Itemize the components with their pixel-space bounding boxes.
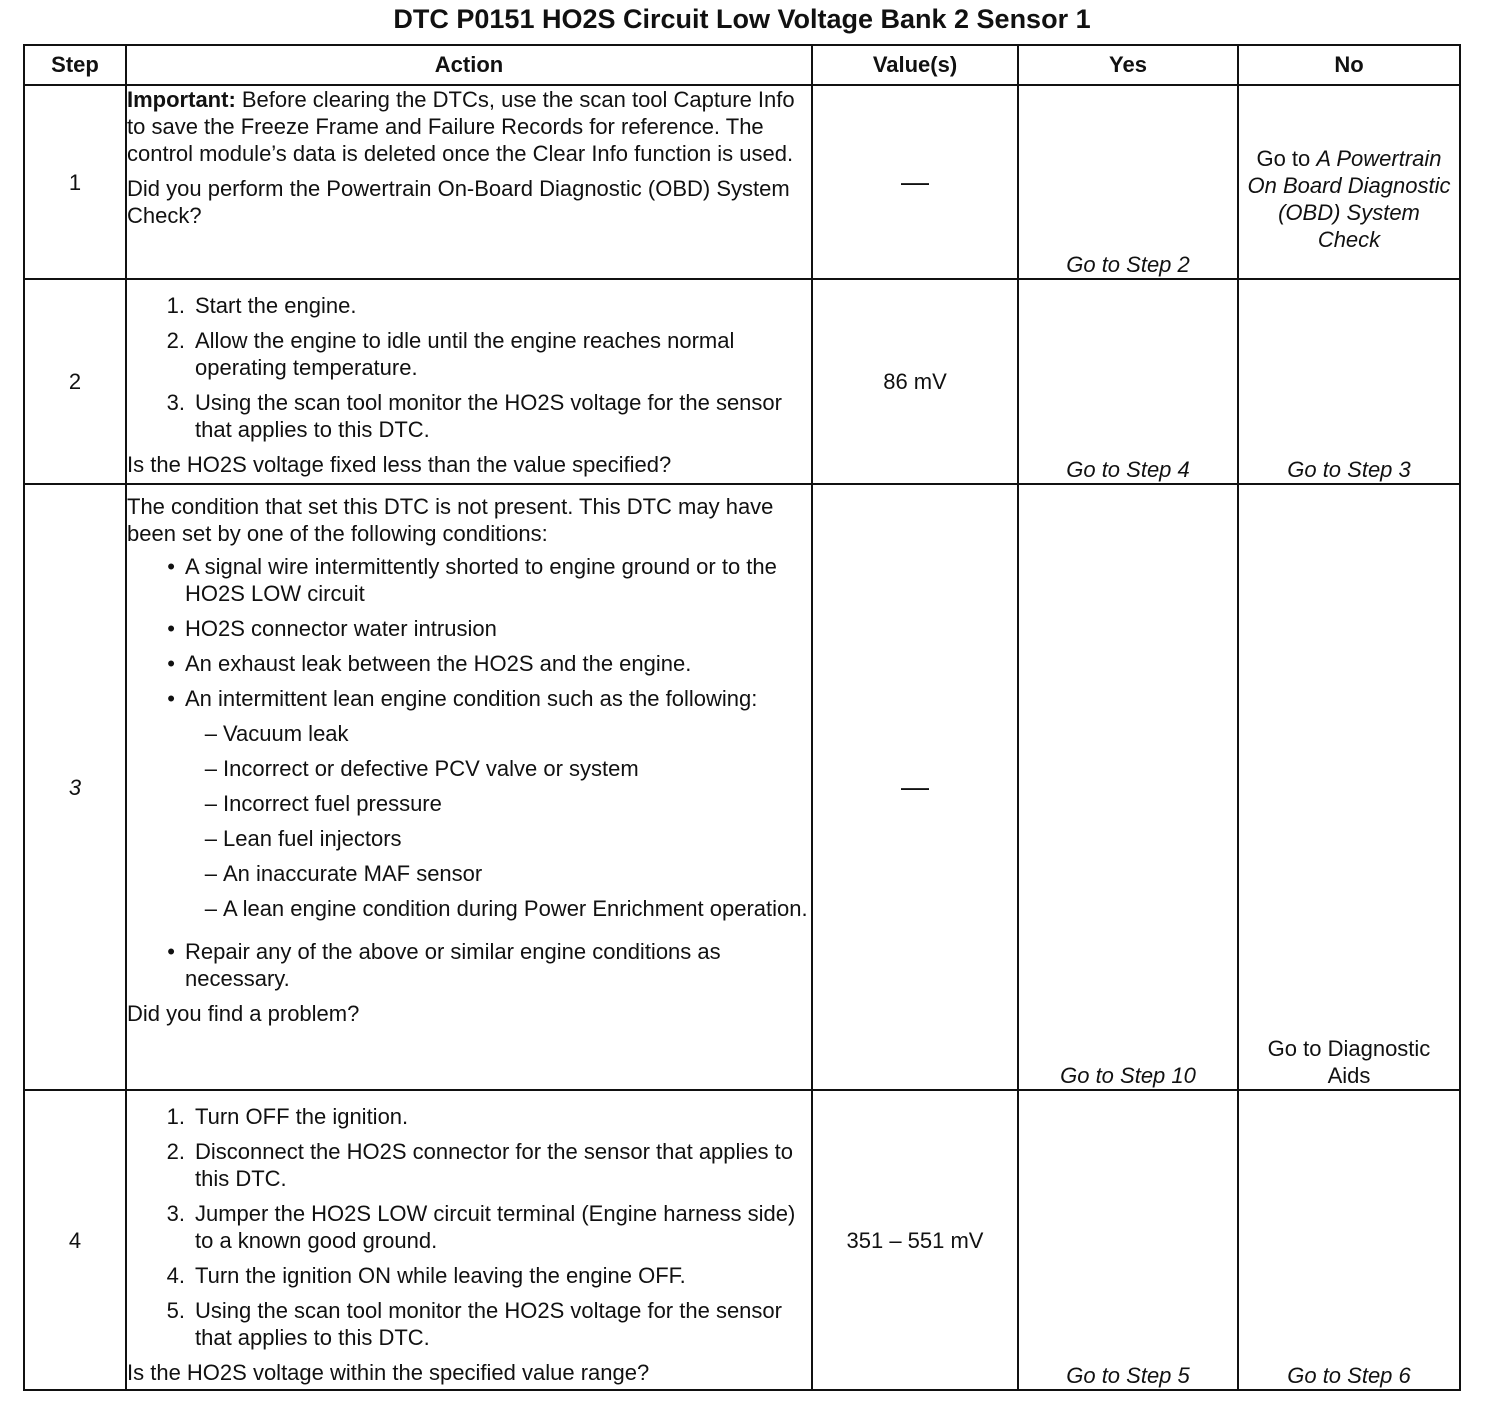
yes-link[interactable]: Go to Step 5 — [1066, 1363, 1190, 1388]
yes-link[interactable]: Go to Step 4 — [1066, 457, 1190, 482]
table-row-step-3 — [24, 484, 1460, 1090]
sub-condition-list — [185, 720, 808, 922]
important-label: Important: — [127, 87, 236, 112]
list-item: 5. Using the scan tool monitor the HO2S voltage for the sensor that applies to this DTC. — [166, 1298, 782, 1350]
diagnostic-table — [23, 44, 1461, 1391]
step-list — [127, 292, 811, 443]
action-cell — [126, 484, 812, 1090]
yes-cell — [1018, 279, 1238, 484]
yes-link[interactable]: Go to Step 2 — [1066, 252, 1190, 277]
value-cell: 86 mV — [812, 279, 1018, 484]
yes-cell — [1018, 85, 1238, 279]
step-number: 4 — [24, 1090, 126, 1390]
list-item: • Repair any of the above or similar engine conditions as necessary. — [167, 939, 721, 991]
list-item: 2. Allow the engine to idle until the engine reaches normal operating temperature. — [166, 328, 735, 380]
header-action: Action — [126, 45, 812, 85]
table-row-step-1 — [24, 85, 1460, 279]
step-number: 3 — [24, 484, 126, 1090]
intro-text: The condition that set this DTC is not present. This DTC may have been set by one of the following conditions: — [127, 494, 774, 546]
header-no: No — [1238, 45, 1460, 85]
yes-cell — [1018, 484, 1238, 1090]
header-values: Value(s) — [812, 45, 1018, 85]
no-cell — [1238, 1090, 1460, 1390]
action-cell — [126, 1090, 812, 1390]
step-number: 1 — [24, 85, 126, 279]
step-list — [127, 1103, 811, 1351]
step-number: 2 — [24, 279, 126, 484]
yes-link[interactable]: Go to Step 10 — [1060, 1063, 1196, 1088]
list-item: • HO2S connector water intrusion — [167, 616, 497, 641]
table-row-step-4 — [24, 1090, 1460, 1390]
no-link[interactable]: Go to Step 6 — [1287, 1363, 1411, 1388]
question: Did you find a problem? — [127, 1001, 360, 1026]
list-item: 3. Jumper the HO2S LOW circuit terminal (Engine harness side) to a known good ground. — [166, 1201, 796, 1253]
list-item: • An exhaust leak between the HO2S and the engine. — [167, 651, 692, 676]
list-item: 3. Using the scan tool monitor the HO2S voltage for the sensor that applies to this DTC. — [166, 390, 782, 442]
question: Is the HO2S voltage within the specified value range? — [127, 1360, 650, 1385]
no-cell — [1238, 279, 1460, 484]
page-title: DTC P0151 HO2S Circuit Low Voltage Bank 2 Sensor 1 — [393, 4, 1091, 34]
table-row-step-2 — [24, 279, 1460, 484]
sub-list-item: – A lean engine condition during Power Enrichment operation. — [204, 896, 808, 921]
no-link[interactable]: A Powertrain On Board Diagnostic (OBD) System Check — [1247, 146, 1451, 252]
important-note — [127, 86, 811, 167]
list-item: • A signal wire intermittently shorted to engine ground or to the HO2S LOW circuit — [167, 554, 777, 606]
no-link[interactable]: Go to Step 3 — [1287, 457, 1411, 482]
yes-cell — [1018, 1090, 1238, 1390]
action-cell — [126, 279, 812, 484]
no-cell — [1238, 484, 1460, 1090]
value-cell: — — [812, 85, 1018, 279]
no-cell — [1238, 85, 1460, 279]
action-cell — [126, 85, 812, 279]
header-row — [24, 45, 1460, 85]
value-cell: 351 – 551 mV — [812, 1090, 1018, 1390]
sub-list-item: – Incorrect fuel pressure — [204, 791, 442, 816]
header-step: Step — [24, 45, 126, 85]
list-item: • An intermittent lean engine condition such as the following: – Vacuum leak – Incorrect or defective PCV valve or system – Incorrect fuel pressure – Lean fuel injectors – An inaccurate MAF sensor – A lean engine condition during Power Enrichment operation. — [167, 686, 808, 921]
important-text: Before clearing the DTCs, use the scan tool Capture Info to save the Freeze Frame and Failure Records for reference. The control module’s data is deleted once the Clear Info function is used. — [127, 87, 795, 166]
no-link[interactable]: Go to Diagnostic Aids — [1267, 1036, 1431, 1088]
list-item: 1. Turn OFF the ignition. — [166, 1104, 409, 1129]
no-prefix: Go to — [1256, 146, 1317, 171]
sub-list-item: – Lean fuel injectors — [204, 826, 402, 851]
list-item: 4. Turn the ignition ON while leaving the engine OFF. — [166, 1263, 686, 1288]
question: Is the HO2S voltage fixed less than the value specified? — [127, 452, 672, 477]
list-item: 2. Disconnect the HO2S connector for the sensor that applies to this DTC. — [166, 1139, 793, 1191]
sub-list-item: – Vacuum leak — [204, 721, 349, 746]
sub-list-item: – An inaccurate MAF sensor — [204, 861, 483, 886]
header-yes: Yes — [1018, 45, 1238, 85]
sub-list-item: – Incorrect or defective PCV valve or system — [204, 756, 639, 781]
question: Did you perform the Powertrain On-Board Diagnostic (OBD) System Check? — [127, 176, 790, 228]
value-cell: — — [812, 484, 1018, 1090]
list-item: 1. Start the engine. — [166, 293, 357, 318]
condition-list — [127, 553, 811, 992]
